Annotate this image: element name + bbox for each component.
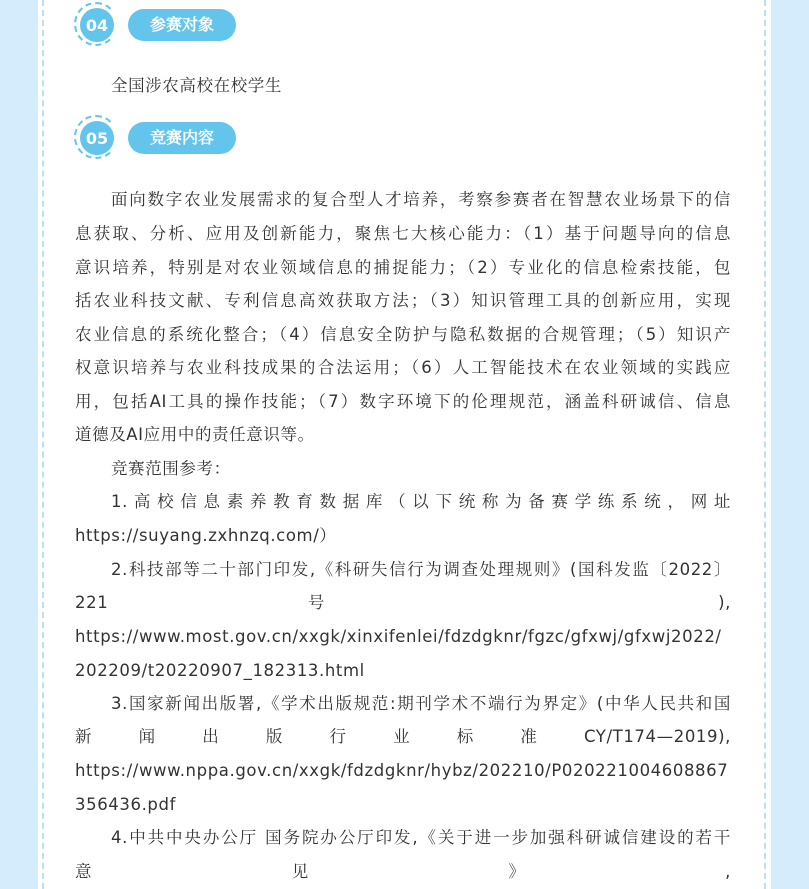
section-number-badge: 04 (80, 8, 114, 42)
reference-2-line-1: 2.科技部等二十部门印发,《科研失信行为调查处理规则》(国科发监〔2022〕 (111, 560, 731, 579)
section-title: 参赛对象 (128, 9, 236, 41)
reference-3-line-1: 3.国家新闻出版署,《学术出版规范:期刊学术不端行为界定》(中华人民共和国 (111, 694, 731, 713)
section-number-badge: 05 (80, 121, 114, 155)
reference-4-line-1: 4.中共中央办公厅 国务院办公厅印发,《关于进一步加强科研诚信建设的若干 (111, 828, 731, 847)
section-04-header (80, 5, 260, 45)
section-title: 竞赛内容 (128, 122, 236, 154)
section-04-body: 全国涉农高校在校学生 (111, 76, 282, 95)
intro-line-1: 面向数字农业发展需求的复合型人才培养，考察参赛者在智慧农业场景下的信 (111, 190, 731, 209)
reference-1-line-1: 1. 高 校 信 息 素 养 教 育 数 据 库 （ 以 下 统 称 为 备 赛 学 练 系 统 ， 网 址 (111, 492, 731, 511)
intro-line-2: 息获取、分析、应用及创新能力，聚焦七大核心能力：（1）基于问题导向的信息 (75, 224, 731, 243)
reference-2-line-2: 221 号 ), (75, 593, 731, 612)
intro-line-8: 道德及AI应用中的责任意识等。 (75, 425, 315, 444)
reference-1-url[interactable]: https://suyang.zxhnzq.com/） (75, 526, 337, 545)
left-dashed-border (42, 0, 44, 889)
reference-3-line-2: 新 闻 出 版 行 业 标 准 CY/T174—2019), (75, 727, 731, 746)
reference-2-url[interactable]: https://www.most.gov.cn/xxgk/xinxifenlei/fdzdgknr/fgzc/gfxwj/gfxwj2022/202209/t20220907_182313.html (75, 627, 722, 680)
right-dashed-border (764, 0, 766, 889)
section-05-header (80, 118, 260, 158)
range-label: 竞赛范围参考： (111, 459, 231, 478)
reference-4-line-2: 意 见 》 , (75, 862, 731, 881)
intro-line-5: 农业信息的系统化整合；（4）信息安全防护与隐私数据的合规管理；（5）知识产 (75, 325, 731, 344)
reference-3-url[interactable]: https://www.nppa.gov.cn/xxgk/fdzdgknr/hybz/202210/P020221004608867356436.pdf (75, 761, 729, 814)
intro-line-7: 用，包括AI工具的操作技能；（7）数字环境下的伦理规范，涵盖科研诚信、信息 (75, 392, 731, 411)
intro-line-4: 括农业科技文献、专利信息高效获取方法；（3）知识管理工具的创新应用，实现 (75, 291, 731, 310)
intro-line-6: 权意识培养与农业科技成果的合法运用；（6）人工智能技术在农业领域的实践应 (75, 358, 731, 377)
intro-line-3: 意识培养，特别是对农业领域信息的捕捉能力；（2）专业化的信息检索技能，包 (75, 258, 731, 277)
